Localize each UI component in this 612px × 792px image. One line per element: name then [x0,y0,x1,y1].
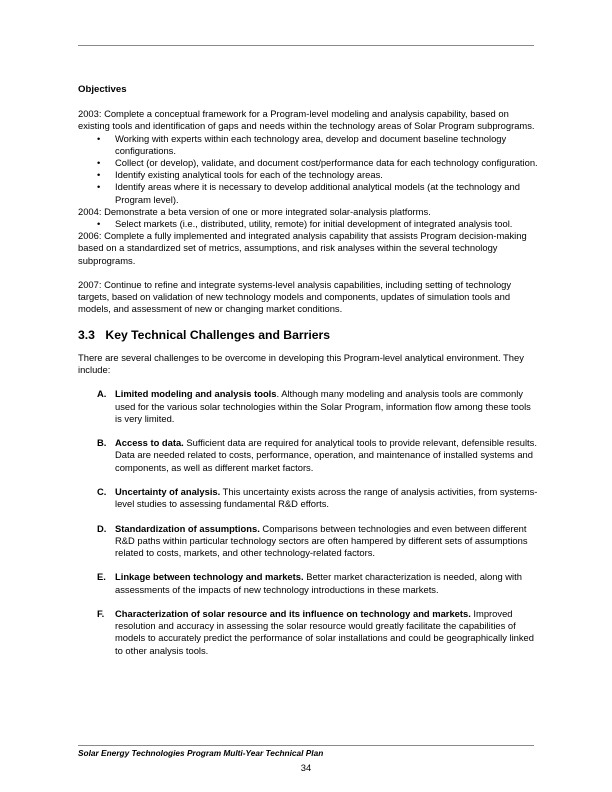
footer-rule [78,745,534,746]
bullet-icon: • [97,157,101,169]
challenge-item-f: F. Characterization of solar resource and its influence on technology and markets. Improved resolution and accuracy in assessing the solar resource would greatly facilitate the capabilities of models to accurately predict the performance of solar installations and could be geographically linked to other analysis tools. [97,608,534,656]
bullet-icon: • [97,181,101,193]
footer-title: Solar Energy Technologies Program Multi-Year Technical Plan [78,748,324,758]
objective-2004: 2004: Demonstrate a beta version of one or more integrated solar-analysis platforms. [78,205,431,217]
bullet-item: • Identify areas where it is necessary to develop additional analytical models (at the technology and Program level). [97,181,520,205]
bullet-icon: • [97,218,101,230]
bullet-icon: • [97,132,101,144]
page-body [78,84,538,669]
challenge-item-e: E. Linkage between technology and markets. Better market characterization is needed, along with assessments of the impacts of new technology introductions in these markets. [97,571,522,595]
objective-2003-bullets [78,133,538,206]
objective-2003: 2003: Complete a conceptual framework for a Program-level modeling and analysis capability, based on existing tools and identification of gaps and needs within the technology areas of Solar Program subprograms. [78,108,535,132]
challenge-item-d: D. Standardization of assumptions. Comparisons between technologies and even between different R&D paths within particular technology sectors are often hampered by different sets of assumptions related to costs, markets, and other technology-related factors. [97,522,528,559]
challenge-item-c: C. Uncertainty of analysis. This uncertainty exists across the range of analysis activities, from systems-level studies to assessing fundamental R&D efforts. [97,486,538,510]
challenge-item-b: B. Access to data. Sufficient data are required for analytical tools to provide relevant, defensible results. Data are needed related to costs, performance, operation, and maintenance of installed systems and components, as well as different market factors. [97,437,537,473]
bullet-item: • Identify existing analytical tools for each of the technology areas. [97,169,383,181]
bullet-item: • Select markets (i.e., distributed, utility, remote) for initial development of integrated analysis tool. [97,218,513,230]
objective-2007: 2007: Continue to refine and integrate systems-level analysis capabilities, including setting of technology targets, based on validation of new technology models and components, updates of simulation tools and models, and assessment of new or changing market conditions. [78,279,512,315]
challenge-item-a: A. Limited modeling and analysis tools. Although many modeling and analysis tools are commonly used for the various solar technologies within the Solar Program, information flow among these tools is very limited. [97,388,531,424]
section-intro: There are several challenges to be overcome in developing this Program-level analytical environment. They include: [78,351,524,376]
section-heading: 3.3 Key Technical Challenges and Barriers [78,327,331,342]
header-rule [78,45,534,46]
challenges-list [78,388,538,656]
bullet-item: • Working with experts within each technology area, develop and document baseline technology configurations. [97,132,507,156]
objectives-heading: Objectives [78,84,127,95]
bullet-icon: • [97,169,101,181]
objective-2004-bullets [78,218,538,230]
objective-2006: 2006: Complete a fully implemented and integrated analysis capability that assists Program decision-making based on a standardized set of metrics, assumptions, and risk analyses within the several technology subprograms. [78,230,527,266]
page-number: 34 [300,762,312,773]
bullet-item: • Collect (or develop), validate, and document cost/performance data for each technology configuration. [97,157,538,169]
